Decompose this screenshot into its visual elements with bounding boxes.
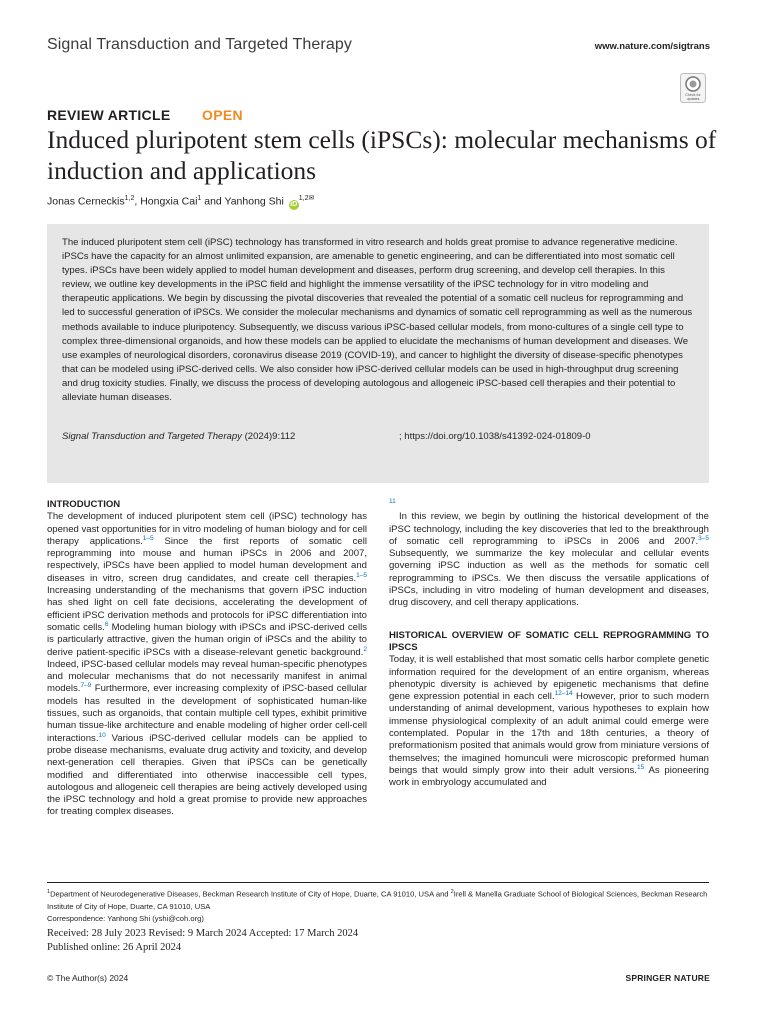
reference-link[interactable]: 2 [363, 645, 367, 653]
author-affiliation: 1 [197, 195, 202, 202]
author-affiliation: 1,2✉ [298, 195, 315, 202]
affiliation-marker: 1 [47, 889, 51, 895]
reference-link[interactable]: 11 [389, 497, 396, 505]
reference-link[interactable]: 1–5 [356, 571, 367, 579]
received-dates: Received: 28 July 2023 Revised: 9 March 2024 Accepted: 17 March 2024 [47, 928, 359, 939]
citation-volume: (2024)9:112 [241, 431, 296, 442]
author-name[interactable]: Hongxia Cai [140, 195, 198, 208]
abstract-text: The induced pluripotent stem cell (iPSC) technology has transformed in vitro research and holds great promise to advance regenerative medicine. iPSCs have the capacity for an almost unlimited expansion, are amenable to genetic engineering, and can be differentiated into most somatic cell types. iPSCs have been widely applied to model human development and diseases, perform drug screening, and develop cell therapies. In this review, we outline key developments in the iPSC field and highlight the immense versatility of the iPSC technology for in vitro modeling and therapeutic applications. We begin by discussing the pivotal discoveries that revealed the potential of a somatic cell nucleus for reprogramming and led to successful generation of iPSCs. We consider the molecular mechanisms and dynamics of somatic cell reprogramming as well as the numerous methods available to induce pluripotency. Subsequently, we discuss various iPSC-based cellular models, from mono-cultures of a single cell type to complex three-dimensional organoids, and how these models can be applied to elucidate the mechanisms of human development and diseases. We use examples of neurological disorders, coronavirus disease 2019 (COVID-19), and cancer to highlight the diversity of disease-specific phenotypes that can be modeled using iPSC-derived cells. We also consider how iPSC-derived cellular models can be used in high-throughput drug screening and drug toxicity studies. Finally, we discuss the process of developing autologous and allogeneic iPSC-based cell therapies and their potential to alleviate human diseases. [62, 237, 693, 404]
section-heading: INTRODUCTION [47, 499, 121, 510]
publication-dates [47, 927, 358, 954]
citation-journal: Signal Transduction and Targeted Therapy [62, 431, 242, 442]
reference-link[interactable]: 15 [636, 763, 645, 771]
body-column-left [47, 499, 367, 819]
doi-link[interactable]: ; https://doi.org/10.1038/s41392-024-01809-0 [399, 431, 591, 442]
footnote-divider [47, 882, 709, 883]
intro-paragraph: The development of induced pluripotent stem cell (iPSC) technology has opened vast opportunities for in vitro modeling of human biology and for cell therapy applications.$^{1-5}$ Since the first reports of somatic cell reprogramming into mouse and human iPSCs in 2006 and 2007, respectively, iPSCs have been applied to model human development and diseases in vitro, screen drug candidates, and create cell therapies.$^{1-5}$ Increasing understanding of the mechanisms that govern iPSC induction has shed light on cell fate decisions, accelerating the development of efficient iPSC derivation methods and protocols for iPSC differentiation into somatic cells.$^6$ Modeling human biology with iPSCs and iPSC-derived cells is particularly attractive, given the human origin of iPSCs and the ability to derive patient-specific iPSCs with a disease-relevant genetic background.$^2$ Indeed, iPSC-based cellular models may reveal human-specific phenotypes and molecular mechanisms that do not necessarily manifest in animal models.$^{7-9}$ Furthermore, ever increasing complexity of iPSC-based cellular models has resulted in the development of sophisticated human-like tissues, such as organoids, that contain multiple cell types, exhibit primitive human tissue-like architecture and enable modeling of higher order cell-cell interactions.$^{10}$ Various iPSC-derived cellular models can be applied to probe disease mechanisms, evaluate drug activity and toxicity, and develop next-generation cell therapies. Given that iPSCs can be genetically modified and differentiated into otherwise inaccessible cell types, autologous and allogeneic cell therapies are being actively developed using the iPSC technology and hold a great promise to provide new approaches for treating complex diseases. [47, 511, 368, 818]
affiliation-text: Irell & Manella Graduate School of Biological Sciences, Beckman Research Institute of City of Hope, Duarte, CA 91010, USA [47, 889, 708, 911]
reference-link[interactable]: 12–14 [554, 689, 573, 697]
reference-link[interactable]: 10 [98, 731, 106, 739]
author-separator: , [134, 195, 141, 208]
copyright: © The Author(s) 2024 [47, 973, 129, 983]
published-date: Published online: 26 April 2024 [47, 941, 182, 953]
abstract-box [47, 224, 709, 483]
author-name[interactable]: Yanhong Shi [224, 195, 284, 208]
intro-paragraph: In this review, we begin by outlining the historical development of the iPSC technology, including the key discoveries that led to the breakthrough of somatic cell reprogramming to iPSCs in 2006 and 2007.$^{3-5}$ Subsequently, we summarize the key molecular and cellular events governing iPSC induction as well as the methods for somatic cell reprogramming to iPSCs. We then discuss the versatile applications of iPSCs, including in vitro modeling of human development and diseases, drug discovery, and cell therapy applications. [389, 511, 709, 609]
reference-link[interactable]: 3–5 [698, 534, 709, 542]
affiliation-text: Department of Neurodegenerative Diseases, Beckman Research Institute of City of Hope, Duarte, CA 91010, USA and [50, 889, 451, 899]
journal-url-link[interactable]: www.nature.com/sigtrans [594, 41, 710, 52]
reference-link[interactable]: 7–9 [80, 682, 92, 690]
body-column-right [389, 499, 709, 790]
correspondence[interactable]: Correspondence: Yanhong Shi (yshi@coh.org) [47, 913, 204, 923]
badge-label-2: updates [686, 97, 700, 101]
article-title: Induced pluripotent stem cells (iPSCs): molecular mechanisms of induction and applications [47, 125, 717, 185]
open-access-tag: OPEN [202, 107, 243, 123]
author-separator: and [201, 195, 225, 208]
publisher-logo: SPRINGER NATURE [625, 973, 710, 983]
author-affiliation: 1,2 [124, 195, 135, 202]
citation [62, 431, 295, 442]
orcid-icon[interactable]: iD [290, 200, 298, 208]
affiliations [47, 886, 717, 925]
journal-name: Signal Transduction and Targeted Therapy [47, 36, 352, 53]
badge-label-1: Check for [685, 93, 701, 97]
intro-paragraph-continued [389, 499, 709, 511]
reference-link[interactable]: 1–5 [142, 534, 154, 542]
article-type: REVIEW ARTICLE [47, 107, 171, 123]
check-for-updates-icon[interactable] [680, 73, 706, 103]
section-heading: HISTORICAL OVERVIEW OF SOMATIC CELL REPROGRAMMING TO IPSCS [389, 629, 709, 653]
reference-link[interactable]: 6 [104, 620, 109, 628]
history-paragraph: Today, it is well established that most somatic cells harbor complete genetic information required for the development of an entire organism, whereas phenotypic diversity is achieved by epigenetic mechanisms that define gene expression potential in each cell.$^{12-14}$ However, prior to such modern understanding of animal development, various hypotheses to explain how immense physiological complexity of an adult animal could emerge were contemplated. Popular in the 17th and 18th centuries, a theory of preformationism posited that animals would grow from miniature versions of themselves; the imagined homunculi were microscopic preformed human beings that would simply grow into their adult versions.$^{15}$ As pioneering work in embryology accumulated and [389, 654, 710, 789]
author-name[interactable]: Jonas Cerneckis [47, 195, 125, 208]
author-list [47, 194, 314, 210]
affiliation-marker: 2 [450, 889, 454, 895]
